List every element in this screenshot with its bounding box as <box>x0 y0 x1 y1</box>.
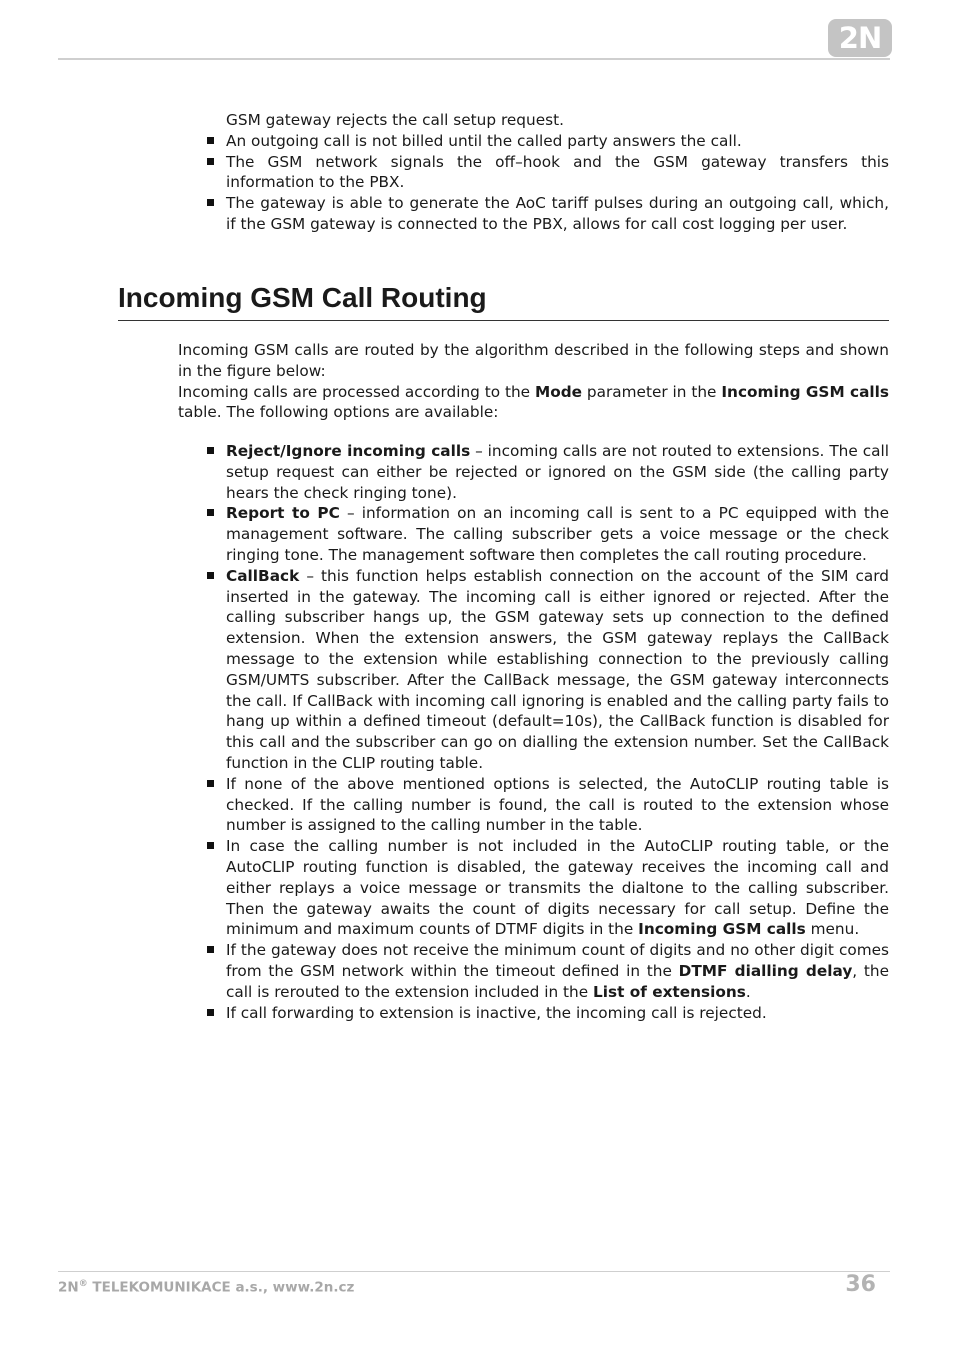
list-item: An outgoing call is not billed until the called party answers the call. <box>206 131 889 152</box>
list-item: If call forwarding to extension is inactive, the incoming call is rejected. <box>206 1003 889 1024</box>
routing-options-list <box>206 441 889 1023</box>
page-number: 36 <box>845 1272 876 1297</box>
intro-paragraph: Incoming GSM calls are routed by the algorithm described in the following steps and shown in the figure below: <box>178 341 889 380</box>
list-item: In case the calling number is not included in the AutoCLIP routing table, or the AutoCLIP routing function is disabled, the gateway receives the incoming call and either replays a voice message or transmits the dialtone to the calling subscriber. Then the gateway awaits the count of digits necessary for call setup. Define the minimum and maximum counts of DTMF digits in the Incoming GSM calls menu. <box>206 836 889 940</box>
list-item: Reject/Ignore incoming calls – incoming calls are not routed to extensions. The call setup request can either be rejected or ignored on the GSM side (the calling party hears the check ringing tone). <box>206 441 889 503</box>
continued-text: GSM gateway rejects the call setup request. <box>226 111 564 129</box>
header-divider <box>58 58 890 60</box>
top-bullet-section <box>206 110 889 235</box>
footer-divider <box>58 1271 890 1272</box>
footer-company: 2N® TELEKOMUNIKACE a.s., www.2n.cz <box>58 1279 355 1296</box>
heading-underline <box>118 320 889 321</box>
logo-text: 2N <box>838 21 882 55</box>
list-item: The gateway is able to generate the AoC tariff pulses during an outgoing call, which, if the GSM gateway is connected to the PBX, allows for call cost logging per user. <box>206 193 889 235</box>
list-item: Report to PC – information on an incoming call is sent to a PC equipped with the management software. The calling subscriber gets a voice message or the check ringing tone. The management software then completes the call routing procedure. <box>206 503 889 565</box>
company-logo <box>828 19 892 57</box>
list-item: CallBack – this function helps establish connection on the account of the SIM card inserted in the gateway. The incoming call is either ignored or rejected. After the calling subscriber hangs up, the GSM gateway sets up connection to the defined extension. When the extension answers, the GSM gateway replays the CallBack message to the extension while establishing connection to the previously calling GSM/UMTS subscriber. After the CallBack message, the GSM gateway interconnects the call. If CallBack with incoming call ignoring is enabled and the calling party fails to hang up within a defined timeout (default=10s), the CallBack function is disabled for this call and the subscriber can go on dialling the extension number. Set the CallBack function in the CLIP routing table. <box>206 566 889 774</box>
section-heading: Incoming GSM Call Routing <box>118 282 487 313</box>
list-item: The GSM network signals the off–hook and the GSM gateway transfers this information to the PBX. <box>206 152 889 194</box>
section-intro <box>178 340 889 423</box>
list-item: If none of the above mentioned options is selected, the AutoCLIP routing table is checked. If the calling number is found, the call is routed to the extension whose number is assigned to the calling number in the table. <box>206 774 889 836</box>
list-item: If the gateway does not receive the minimum count of digits and no other digit comes from the GSM network within the timeout defined in the DTMF dialling delay, the call is rerouted to the extension included in the List of extensions. <box>206 940 889 1002</box>
routing-options <box>206 441 889 1023</box>
top-bullet-list <box>206 131 889 235</box>
intro-paragraph: Incoming calls are processed according to the Mode parameter in the Incoming GSM calls table. The following options are available: <box>178 382 889 422</box>
